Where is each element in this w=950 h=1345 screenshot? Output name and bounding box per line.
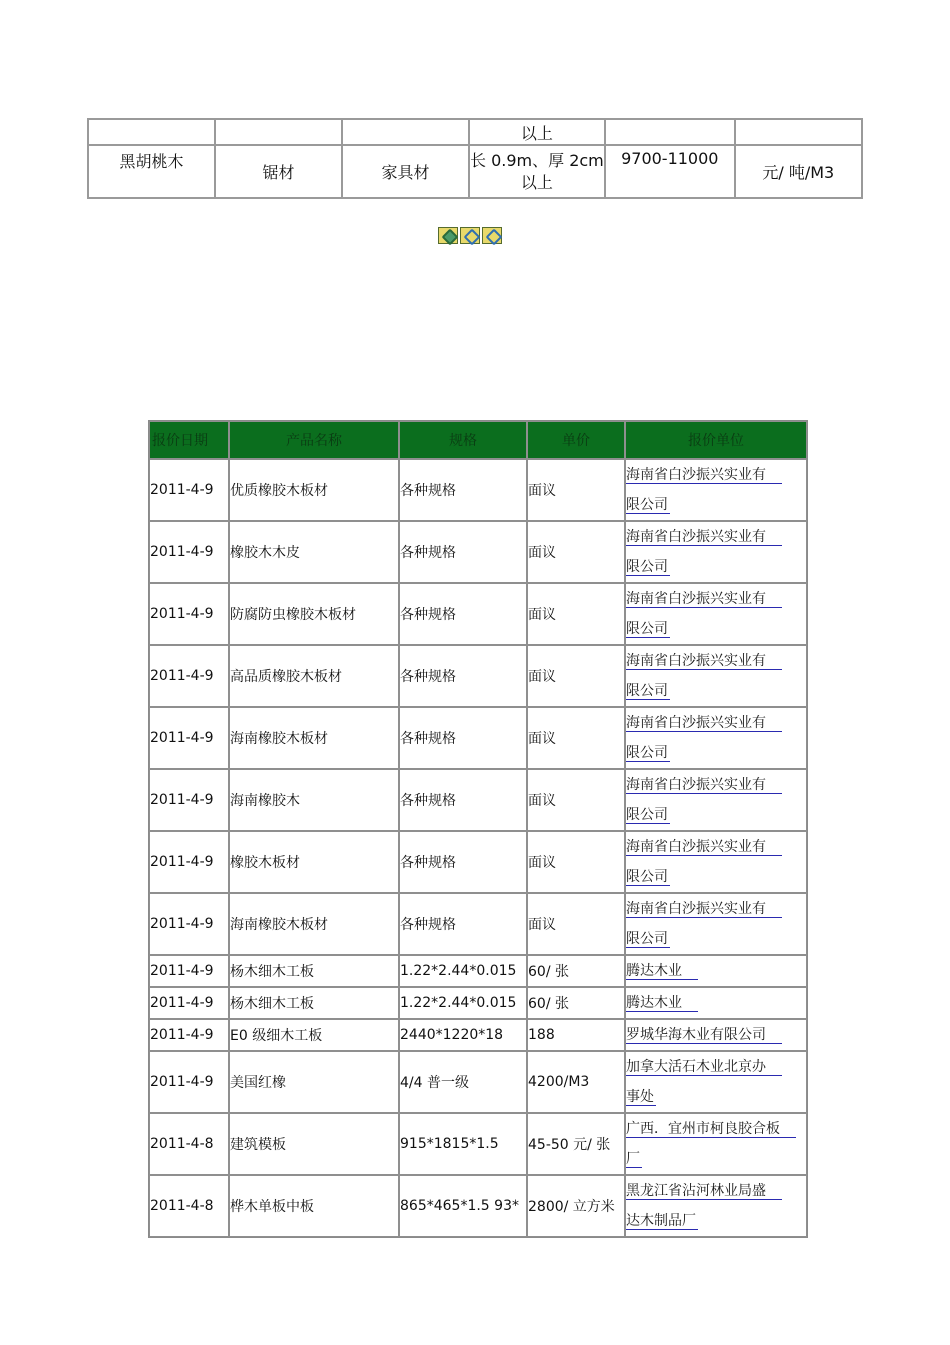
- cell-spec: 各种规格: [399, 769, 527, 831]
- cell-product: 海南橡胶木板材: [229, 707, 399, 769]
- company-link-line2[interactable]: 限公司: [626, 497, 668, 513]
- cell-company: [625, 1175, 807, 1237]
- pager: [438, 227, 502, 244]
- table-row: [149, 1051, 807, 1113]
- cell-company: [625, 1051, 807, 1113]
- top-cell-spec-tail: 以上: [469, 119, 605, 145]
- top-table-row: [88, 145, 862, 198]
- cell-spec: 各种规格: [399, 645, 527, 707]
- cell-date: 2011-4-8: [149, 1113, 229, 1175]
- top-cell-usage: 家具材: [342, 145, 469, 198]
- cell-product: 海南橡胶木板材: [229, 893, 399, 955]
- header-product: 产品名称: [229, 421, 399, 459]
- top-cell-empty: [735, 119, 862, 145]
- cell-spec: 各种规格: [399, 831, 527, 893]
- table-row: [149, 583, 807, 645]
- company-link-line2[interactable]: 限公司: [626, 683, 668, 699]
- company-link[interactable]: 海南省白沙振兴实业有: [626, 715, 782, 732]
- cell-spec: 4/4 普一级: [399, 1051, 527, 1113]
- cell-price: 面议: [527, 831, 625, 893]
- cell-company: [625, 521, 807, 583]
- table-row: [149, 955, 807, 987]
- company-link[interactable]: 罗城华海木业有限公司: [626, 1027, 782, 1044]
- company-link-line2[interactable]: 限公司: [626, 869, 668, 885]
- company-link-line2[interactable]: 限公司: [626, 621, 668, 637]
- table-row: [149, 1175, 807, 1237]
- cell-product: 建筑模板: [229, 1113, 399, 1175]
- top-cell-spec-line2: 以上: [520, 172, 553, 192]
- top-cell-empty: [88, 119, 215, 145]
- table-row: [149, 521, 807, 583]
- company-link-line2[interactable]: 限公司: [626, 559, 668, 575]
- cell-company: [625, 987, 807, 1019]
- table-row: [149, 645, 807, 707]
- header-spec: 规格: [399, 421, 527, 459]
- cell-product: 橡胶木木皮: [229, 521, 399, 583]
- price-table-body: [149, 459, 807, 1237]
- company-link[interactable]: 海南省白沙振兴实业有: [626, 591, 782, 608]
- cell-price: 面议: [527, 583, 625, 645]
- top-cell-product: 黑胡桃木: [88, 145, 215, 198]
- prev-page-icon[interactable]: [460, 227, 480, 244]
- company-link[interactable]: 海南省白沙振兴实业有: [626, 839, 782, 856]
- cell-spec: 各种规格: [399, 583, 527, 645]
- cell-price: 45-50 元/ 张: [527, 1113, 625, 1175]
- company-link-line2[interactable]: 达木制品厂: [626, 1213, 696, 1229]
- cell-date: 2011-4-9: [149, 645, 229, 707]
- top-cell-empty: [215, 119, 342, 145]
- top-table-row: [88, 119, 862, 145]
- cell-price: 2800/ 立方米: [527, 1175, 625, 1237]
- cell-spec: 1.22*2.44*0.015: [399, 987, 527, 1019]
- company-link-line2[interactable]: 厂: [626, 1151, 640, 1167]
- top-price-table: [87, 118, 863, 199]
- top-cell-category: 锯材: [215, 145, 342, 198]
- cell-company: [625, 459, 807, 521]
- table-row: [149, 893, 807, 955]
- cell-company: [625, 955, 807, 987]
- cell-date: 2011-4-9: [149, 1051, 229, 1113]
- cell-product: E0 级细木工板: [229, 1019, 399, 1051]
- cell-spec: 各种规格: [399, 893, 527, 955]
- cell-date: 2011-4-9: [149, 893, 229, 955]
- company-link[interactable]: 海南省白沙振兴实业有: [626, 901, 782, 918]
- cell-spec: 各种规格: [399, 459, 527, 521]
- table-row: [149, 707, 807, 769]
- price-table-header: [149, 421, 807, 459]
- cell-date: 2011-4-9: [149, 521, 229, 583]
- top-cell-empty: [605, 119, 735, 145]
- company-link-line2[interactable]: 限公司: [626, 807, 668, 823]
- cell-company: [625, 1019, 807, 1051]
- cell-product: 桦木单板中板: [229, 1175, 399, 1237]
- cell-company: [625, 1113, 807, 1175]
- cell-spec: 1.22*2.44*0.015: [399, 955, 527, 987]
- price-table: [148, 420, 808, 1238]
- header-date: 报价日期: [149, 421, 229, 459]
- cell-date: 2011-4-9: [149, 987, 229, 1019]
- table-row: [149, 769, 807, 831]
- cell-price: 60/ 张: [527, 987, 625, 1019]
- first-page-icon[interactable]: [438, 227, 458, 244]
- table-row: [149, 459, 807, 521]
- cell-date: 2011-4-8: [149, 1175, 229, 1237]
- cell-product: 优质橡胶木板材: [229, 459, 399, 521]
- cell-product: 高品质橡胶木板材: [229, 645, 399, 707]
- header-company: 报价单位: [625, 421, 807, 459]
- cell-date: 2011-4-9: [149, 955, 229, 987]
- cell-company: [625, 645, 807, 707]
- cell-spec: 各种规格: [399, 707, 527, 769]
- cell-company: [625, 893, 807, 955]
- company-link[interactable]: 加拿大活石木业北京办: [626, 1059, 782, 1076]
- cell-date: 2011-4-9: [149, 769, 229, 831]
- top-cell-unit: 元/ 吨/M3: [735, 145, 862, 198]
- cell-spec: 915*1815*1.5: [399, 1113, 527, 1175]
- company-link[interactable]: 海南省白沙振兴实业有: [626, 467, 782, 484]
- cell-product: 杨木细木工板: [229, 955, 399, 987]
- cell-price: 面议: [527, 521, 625, 583]
- company-link[interactable]: 广西．宜州市柯良胶合板: [626, 1121, 796, 1138]
- cell-product: 橡胶木板材: [229, 831, 399, 893]
- top-cell-spec-line1: 长 0.9m、厚 2cm: [470, 150, 604, 170]
- cell-price: 面议: [527, 893, 625, 955]
- cell-product: 海南橡胶木: [229, 769, 399, 831]
- table-row: [149, 1113, 807, 1175]
- cell-price: 4200/M3: [527, 1051, 625, 1113]
- cell-product: 杨木细木工板: [229, 987, 399, 1019]
- top-cell-price: 9700-11000: [605, 145, 735, 198]
- company-link[interactable]: 海南省白沙振兴实业有: [626, 653, 782, 670]
- company-link[interactable]: 腾达木业: [626, 995, 698, 1012]
- cell-date: 2011-4-9: [149, 583, 229, 645]
- cell-date: 2011-4-9: [149, 831, 229, 893]
- cell-date: 2011-4-9: [149, 459, 229, 521]
- cell-product: 防腐防虫橡胶木板材: [229, 583, 399, 645]
- cell-spec: 各种规格: [399, 521, 527, 583]
- cell-price: 面议: [527, 459, 625, 521]
- cell-company: [625, 583, 807, 645]
- cell-date: 2011-4-9: [149, 707, 229, 769]
- cell-product: 美国红橡: [229, 1051, 399, 1113]
- cell-date: 2011-4-9: [149, 1019, 229, 1051]
- cell-company: [625, 707, 807, 769]
- next-page-icon[interactable]: [482, 227, 502, 244]
- cell-company: [625, 831, 807, 893]
- header-price: 单价: [527, 421, 625, 459]
- top-cell-empty: [342, 119, 469, 145]
- table-row: [149, 1019, 807, 1051]
- company-link-line2[interactable]: 限公司: [626, 745, 668, 761]
- cell-price: 面议: [527, 645, 625, 707]
- cell-price: 面议: [527, 769, 625, 831]
- cell-spec: 2440*1220*18: [399, 1019, 527, 1051]
- cell-spec: 865*465*1.5 93*: [399, 1175, 527, 1237]
- cell-price: 188: [527, 1019, 625, 1051]
- cell-price: 60/ 张: [527, 955, 625, 987]
- cell-company: [625, 769, 807, 831]
- company-link[interactable]: 腾达木业: [626, 963, 698, 980]
- company-link-line2[interactable]: 限公司: [626, 931, 668, 947]
- top-cell-spec: [469, 145, 605, 198]
- company-link-line2[interactable]: 事处: [626, 1089, 654, 1105]
- table-row: [149, 831, 807, 893]
- company-link[interactable]: 黑龙江省沾河林业局盛: [626, 1183, 782, 1200]
- table-row: [149, 987, 807, 1019]
- cell-price: 面议: [527, 707, 625, 769]
- company-link[interactable]: 海南省白沙振兴实业有: [626, 529, 782, 546]
- company-link[interactable]: 海南省白沙振兴实业有: [626, 777, 782, 794]
